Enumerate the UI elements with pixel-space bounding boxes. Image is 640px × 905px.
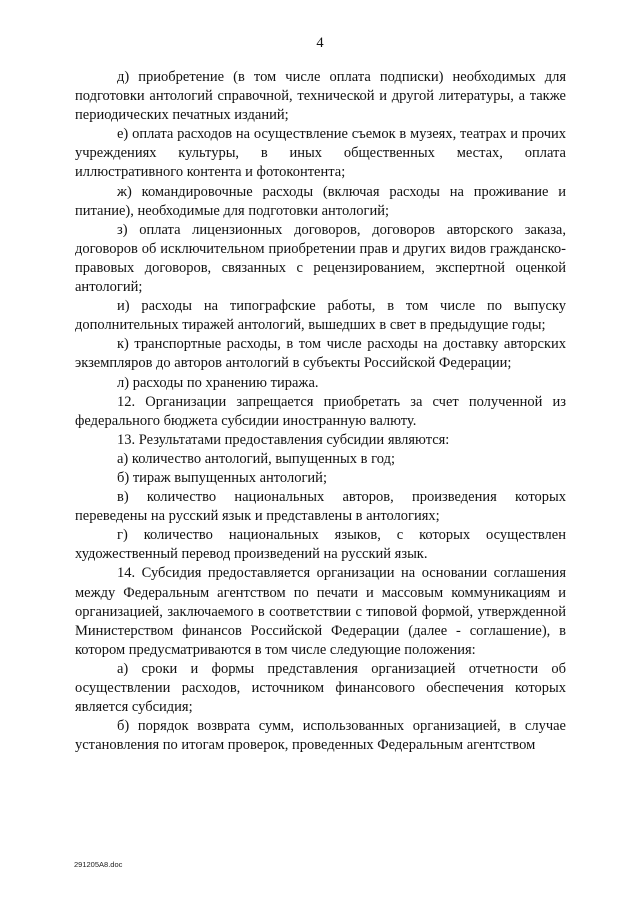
paragraph-14b: б) порядок возврата сумм, использованных организацией, в случае установления по итогам проверок, проведенных Федеральным агентством [75, 718, 566, 754]
paragraph-13a: а) количество антологий, выпущенных в год; [117, 450, 395, 467]
paragraph-11z: з) оплата лицензионных договоров, договоров авторского заказа, договоров об исключительном приобретении прав и других видов гражданско-правовых договоров, связанных с рецензированием, экспертной оценкой антологий; [75, 221, 566, 296]
paragraph-11k: к) транспортные расходы, в том числе расходы на доставку авторских экземпляров до авторов антологий в субъекты Российской Федерации; [75, 336, 566, 372]
document-body [75, 68, 566, 755]
document-code: 291205A8.doc [74, 860, 123, 869]
page-number: 4 [316, 35, 324, 51]
paragraph-11e: е) оплата расходов на осуществление съемок в музеях, театрах и прочих учреждениях культуры, в иных общественных местах, оплата иллюстративного контента и фотоконтента; [75, 126, 566, 181]
paragraph-11zh: ж) командировочные расходы (включая расходы на проживание и питание), необходимые для подготовки антологий; [75, 183, 566, 219]
paragraph-13: 13. Результатами предоставления субсидии являются: [117, 431, 450, 448]
paragraph-14a: а) сроки и формы представления организацией отчетности об осуществлении расходов, источником финансового обеспечения которых является субсидия; [75, 660, 566, 716]
paragraph-14: 14. Субсидия предоставляется организации на основании соглашения между Федеральным агентством по печати и массовым коммуникациям и организацией, заключаемого в соответствии с типовой формой, утвержденной Министерством финансов Российской Федерации (далее - соглашение), в котором предусматриваются в том числе следующие положения: [75, 565, 566, 658]
paragraph-13g: г) количество национальных языков, с которых осуществлен художественный перевод произведений на русский язык. [75, 527, 566, 563]
paragraph-11d: д) приобретение (в том числе оплата подписки) необходимых для подготовки антологий справочной, технической и другой литературы, а также периодических печатных изданий; [75, 69, 566, 124]
paragraph-11i: и) расходы на типографские работы, в том числе по выпуску дополнительных тиражей антологий, вышедших в свет в предыдущие годы; [75, 298, 566, 334]
paragraph-13b: б) тираж выпущенных антологий; [117, 469, 327, 486]
paragraph-13v: в) количество национальных авторов, произведения которых переведены на русский язык и представлены в антологиях; [75, 489, 566, 525]
paragraph-11l: л) расходы по хранению тиража. [117, 374, 319, 391]
paragraph-12: 12. Организации запрещается приобретать за счет полученной из федерального бюджета субсидии иностранную валюту. [75, 393, 566, 429]
